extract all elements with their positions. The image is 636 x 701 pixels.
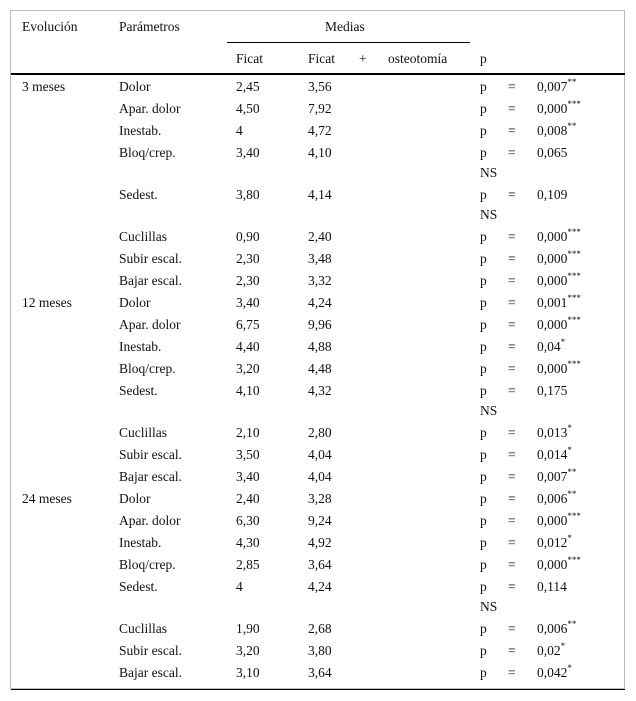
row-p-label: p (480, 579, 487, 594)
row-p-label: p (480, 383, 487, 398)
row-ficat: 6,75 (236, 317, 260, 332)
row-parametro: Bloq/crep. (119, 145, 176, 160)
row-parametro: Dolor (119, 295, 151, 310)
row-evolucion: 12 meses (22, 295, 72, 310)
p-value-text: 0,109 (537, 187, 568, 202)
row-ficat: 4 (236, 579, 243, 594)
significance-marker: * (567, 662, 572, 673)
significance-marker: * (560, 640, 566, 651)
row-p-value (537, 466, 577, 485)
row-parametro: Inestab. (119, 339, 162, 354)
p-value-text: 0,042 (537, 665, 568, 680)
significance-marker: *** (567, 226, 581, 237)
row-ficat: 3,40 (236, 469, 260, 484)
row-p-label: p (480, 535, 487, 550)
row-p-label: p (480, 361, 487, 376)
row-parametro: Dolor (119, 491, 151, 506)
row-equals: = (508, 295, 516, 310)
row-ficat: 3,40 (236, 295, 260, 310)
significance-marker: *** (567, 270, 581, 281)
row-p-label: p (480, 273, 487, 288)
row-equals: = (508, 251, 516, 266)
p-value-text: 0,007 (537, 469, 568, 484)
significance-marker: *** (567, 510, 581, 521)
p-value-text: 0,001 (537, 295, 568, 310)
row-p-label: p (480, 187, 487, 202)
row-ficat-osteotomia: 3,56 (308, 79, 332, 94)
row-equals: = (508, 425, 516, 440)
row-p-label: p (480, 557, 487, 572)
p-value-text: 0,114 (537, 579, 567, 594)
row-p-value (537, 314, 581, 333)
row-p-value (537, 554, 581, 573)
row-ficat: 3,80 (236, 187, 260, 202)
row-ficat-osteotomia: 9,24 (308, 513, 332, 528)
p-value-text: 0,008 (537, 123, 568, 138)
row-equals: = (508, 361, 516, 376)
row-equals: = (508, 621, 516, 636)
row-ficat-osteotomia: 4,72 (308, 123, 332, 138)
row-ficat: 2,10 (236, 425, 260, 440)
significance-marker: ** (567, 618, 577, 629)
significance-marker: *** (567, 314, 581, 325)
row-equals: = (508, 643, 516, 658)
row-parametro: Bloq/crep. (119, 361, 176, 376)
row-parametro: Cuclillas (119, 621, 167, 636)
row-parametro: Bajar escal. (119, 665, 182, 680)
row-ficat: 4,10 (236, 383, 260, 398)
row-ficat: 3,20 (236, 361, 260, 376)
row-p-value (537, 579, 567, 595)
row-p-label: p (480, 229, 487, 244)
header-medias: Medias (325, 19, 365, 34)
row-ficat: 1,90 (236, 621, 260, 636)
row-ficat-osteotomia: 2,80 (308, 425, 332, 440)
row-ficat-osteotomia: 4,04 (308, 447, 332, 462)
row-ficat: 0,90 (236, 229, 260, 244)
row-p-value (537, 444, 572, 463)
row-ficat-osteotomia: 7,92 (308, 101, 332, 116)
row-ficat-osteotomia: 4,32 (308, 383, 332, 398)
row-ficat: 2,45 (236, 79, 260, 94)
p-value-text: 0,000 (537, 317, 568, 332)
row-parametro: Apar. dolor (119, 101, 181, 116)
row-parametro: Sedest. (119, 187, 158, 202)
row-ficat-osteotomia: 4,04 (308, 469, 332, 484)
row-p-label: p (480, 317, 487, 332)
p-value-text: 0,065 (537, 145, 568, 160)
row-ficat: 3,40 (236, 145, 260, 160)
row-ficat-osteotomia: 4,14 (308, 187, 332, 202)
row-p-value (537, 76, 577, 95)
row-equals: = (508, 229, 516, 244)
row-equals: = (508, 317, 516, 332)
significance-marker: *** (567, 98, 581, 109)
row-p-label: p (480, 643, 487, 658)
row-p-label: p (480, 251, 487, 266)
significance-marker: ** (567, 488, 577, 499)
row-parametro: Cuclillas (119, 229, 167, 244)
row-ficat-osteotomia: 2,68 (308, 621, 332, 636)
row-ficat: 3,10 (236, 665, 260, 680)
row-p-label: p (480, 295, 487, 310)
row-p-value (537, 187, 567, 203)
row-p-label: p (480, 339, 487, 354)
p-value-text: 0,012 (537, 535, 568, 550)
row-equals: = (508, 535, 516, 550)
row-parametro: Sedest. (119, 383, 158, 398)
row-ficat: 6,30 (236, 513, 260, 528)
p-value-text: 0,000 (537, 273, 568, 288)
p-value-text: 0,013 (537, 425, 568, 440)
row-ficat-osteotomia: 4,10 (308, 145, 332, 160)
row-equals: = (508, 665, 516, 680)
row-parametro: Sedest. (119, 579, 158, 594)
row-ficat-osteotomia: 3,64 (308, 665, 332, 680)
header-parametros: Parámetros (119, 19, 180, 34)
row-ficat: 3,50 (236, 447, 260, 462)
row-p-label: p (480, 101, 487, 116)
header-ficat: Ficat (236, 51, 263, 66)
row-parametro: Subir escal. (119, 643, 182, 658)
header-ficat-osteotomia: Ficat (308, 51, 335, 66)
row-parametro: Apar. dolor (119, 513, 181, 528)
row-equals: = (508, 447, 516, 462)
p-value-text: 0,006 (537, 621, 568, 636)
significance-marker: *** (567, 554, 581, 565)
row-p-value (537, 270, 581, 289)
significance-marker: ** (567, 466, 577, 477)
row-ns-label: NS (480, 599, 498, 614)
row-equals: = (508, 145, 516, 160)
row-parametro: Bloq/crep. (119, 557, 176, 572)
p-value-text: 0,000 (537, 513, 568, 528)
row-p-value (537, 383, 567, 399)
row-p-label: p (480, 513, 487, 528)
p-value-text: 0,014 (537, 447, 568, 462)
p-value-text: 0,000 (537, 251, 568, 266)
row-p-value (537, 358, 581, 377)
row-parametro: Inestab. (119, 535, 162, 550)
row-parametro: Bajar escal. (119, 469, 182, 484)
row-equals: = (508, 79, 516, 94)
row-p-value (537, 248, 581, 267)
row-ficat: 2,30 (236, 251, 260, 266)
row-p-label: p (480, 79, 487, 94)
row-p-value (537, 98, 581, 117)
medias-underline (227, 42, 470, 43)
p-value-text: 0,02 (537, 643, 561, 658)
header-osteotomia: osteotomía (388, 51, 448, 66)
row-ficat-osteotomia: 3,64 (308, 557, 332, 572)
significance-marker: * (567, 422, 572, 433)
row-ficat-osteotomia: 4,48 (308, 361, 332, 376)
p-value-text: 0,007 (537, 79, 568, 94)
row-p-value (537, 510, 581, 529)
header-rule (11, 73, 625, 75)
row-ficat-osteotomia: 3,32 (308, 273, 332, 288)
row-p-label: p (480, 621, 487, 636)
row-ficat-osteotomia: 4,24 (308, 295, 332, 310)
row-ficat-osteotomia: 3,28 (308, 491, 332, 506)
row-ficat: 4,40 (236, 339, 260, 354)
row-ns-label: NS (480, 403, 498, 418)
row-ns-label: NS (480, 207, 498, 222)
p-value-text: 0,000 (537, 101, 568, 116)
significance-marker: * (567, 444, 572, 455)
row-ficat-osteotomia: 3,48 (308, 251, 332, 266)
header-evolucion: Evolución (22, 19, 78, 34)
row-p-value (537, 120, 577, 139)
bottom-rule (11, 689, 625, 690)
row-p-value (537, 488, 577, 507)
significance-marker: * (560, 336, 566, 347)
row-equals: = (508, 273, 516, 288)
row-parametro: Subir escal. (119, 251, 182, 266)
row-ficat: 2,40 (236, 491, 260, 506)
p-value-text: 0,000 (537, 557, 568, 572)
row-ficat: 4 (236, 123, 243, 138)
row-parametro: Dolor (119, 79, 151, 94)
significance-marker: ** (567, 76, 577, 87)
row-p-value (537, 640, 566, 659)
header-plus: + (359, 51, 367, 66)
row-p-value (537, 532, 572, 551)
row-p-label: p (480, 491, 487, 506)
row-ficat-osteotomia: 4,24 (308, 579, 332, 594)
row-parametro: Subir escal. (119, 447, 182, 462)
p-value-text: 0,000 (537, 229, 568, 244)
row-ficat-osteotomia: 4,92 (308, 535, 332, 550)
row-ficat: 2,85 (236, 557, 260, 572)
row-p-value (537, 336, 566, 355)
p-value-text: 0,04 (537, 339, 561, 354)
row-ficat-osteotomia: 9,96 (308, 317, 332, 332)
row-p-label: p (480, 145, 487, 160)
row-ficat: 2,30 (236, 273, 260, 288)
row-parametro: Cuclillas (119, 425, 167, 440)
row-evolucion: 3 meses (22, 79, 66, 94)
row-equals: = (508, 513, 516, 528)
row-p-label: p (480, 469, 487, 484)
row-evolucion: 24 meses (22, 491, 72, 506)
row-equals: = (508, 491, 516, 506)
p-value-text: 0,000 (537, 361, 568, 376)
row-p-label: p (480, 123, 487, 138)
row-equals: = (508, 187, 516, 202)
significance-marker: ** (567, 120, 577, 131)
row-p-value (537, 145, 567, 161)
header-p: p (480, 51, 487, 66)
row-equals: = (508, 123, 516, 138)
significance-marker: *** (567, 248, 581, 259)
row-equals: = (508, 101, 516, 116)
row-ficat-osteotomia: 3,80 (308, 643, 332, 658)
row-ficat-osteotomia: 2,40 (308, 229, 332, 244)
row-p-label: p (480, 447, 487, 462)
row-p-value (537, 226, 581, 245)
row-ns-label: NS (480, 165, 498, 180)
row-p-label: p (480, 665, 487, 680)
row-p-value (537, 292, 581, 311)
row-equals: = (508, 469, 516, 484)
row-p-label: p (480, 425, 487, 440)
row-parametro: Inestab. (119, 123, 162, 138)
row-ficat-osteotomia: 4,88 (308, 339, 332, 354)
row-ficat: 4,30 (236, 535, 260, 550)
row-equals: = (508, 383, 516, 398)
row-p-value (537, 422, 572, 441)
row-equals: = (508, 339, 516, 354)
row-p-value (537, 618, 577, 637)
row-p-value (537, 662, 572, 681)
significance-marker: *** (567, 358, 581, 369)
row-parametro: Apar. dolor (119, 317, 181, 332)
p-value-text: 0,175 (537, 383, 568, 398)
row-equals: = (508, 557, 516, 572)
row-ficat: 3,20 (236, 643, 260, 658)
p-value-text: 0,006 (537, 491, 568, 506)
row-parametro: Bajar escal. (119, 273, 182, 288)
significance-marker: *** (567, 292, 581, 303)
row-ficat: 4,50 (236, 101, 260, 116)
significance-marker: * (567, 532, 572, 543)
row-equals: = (508, 579, 516, 594)
